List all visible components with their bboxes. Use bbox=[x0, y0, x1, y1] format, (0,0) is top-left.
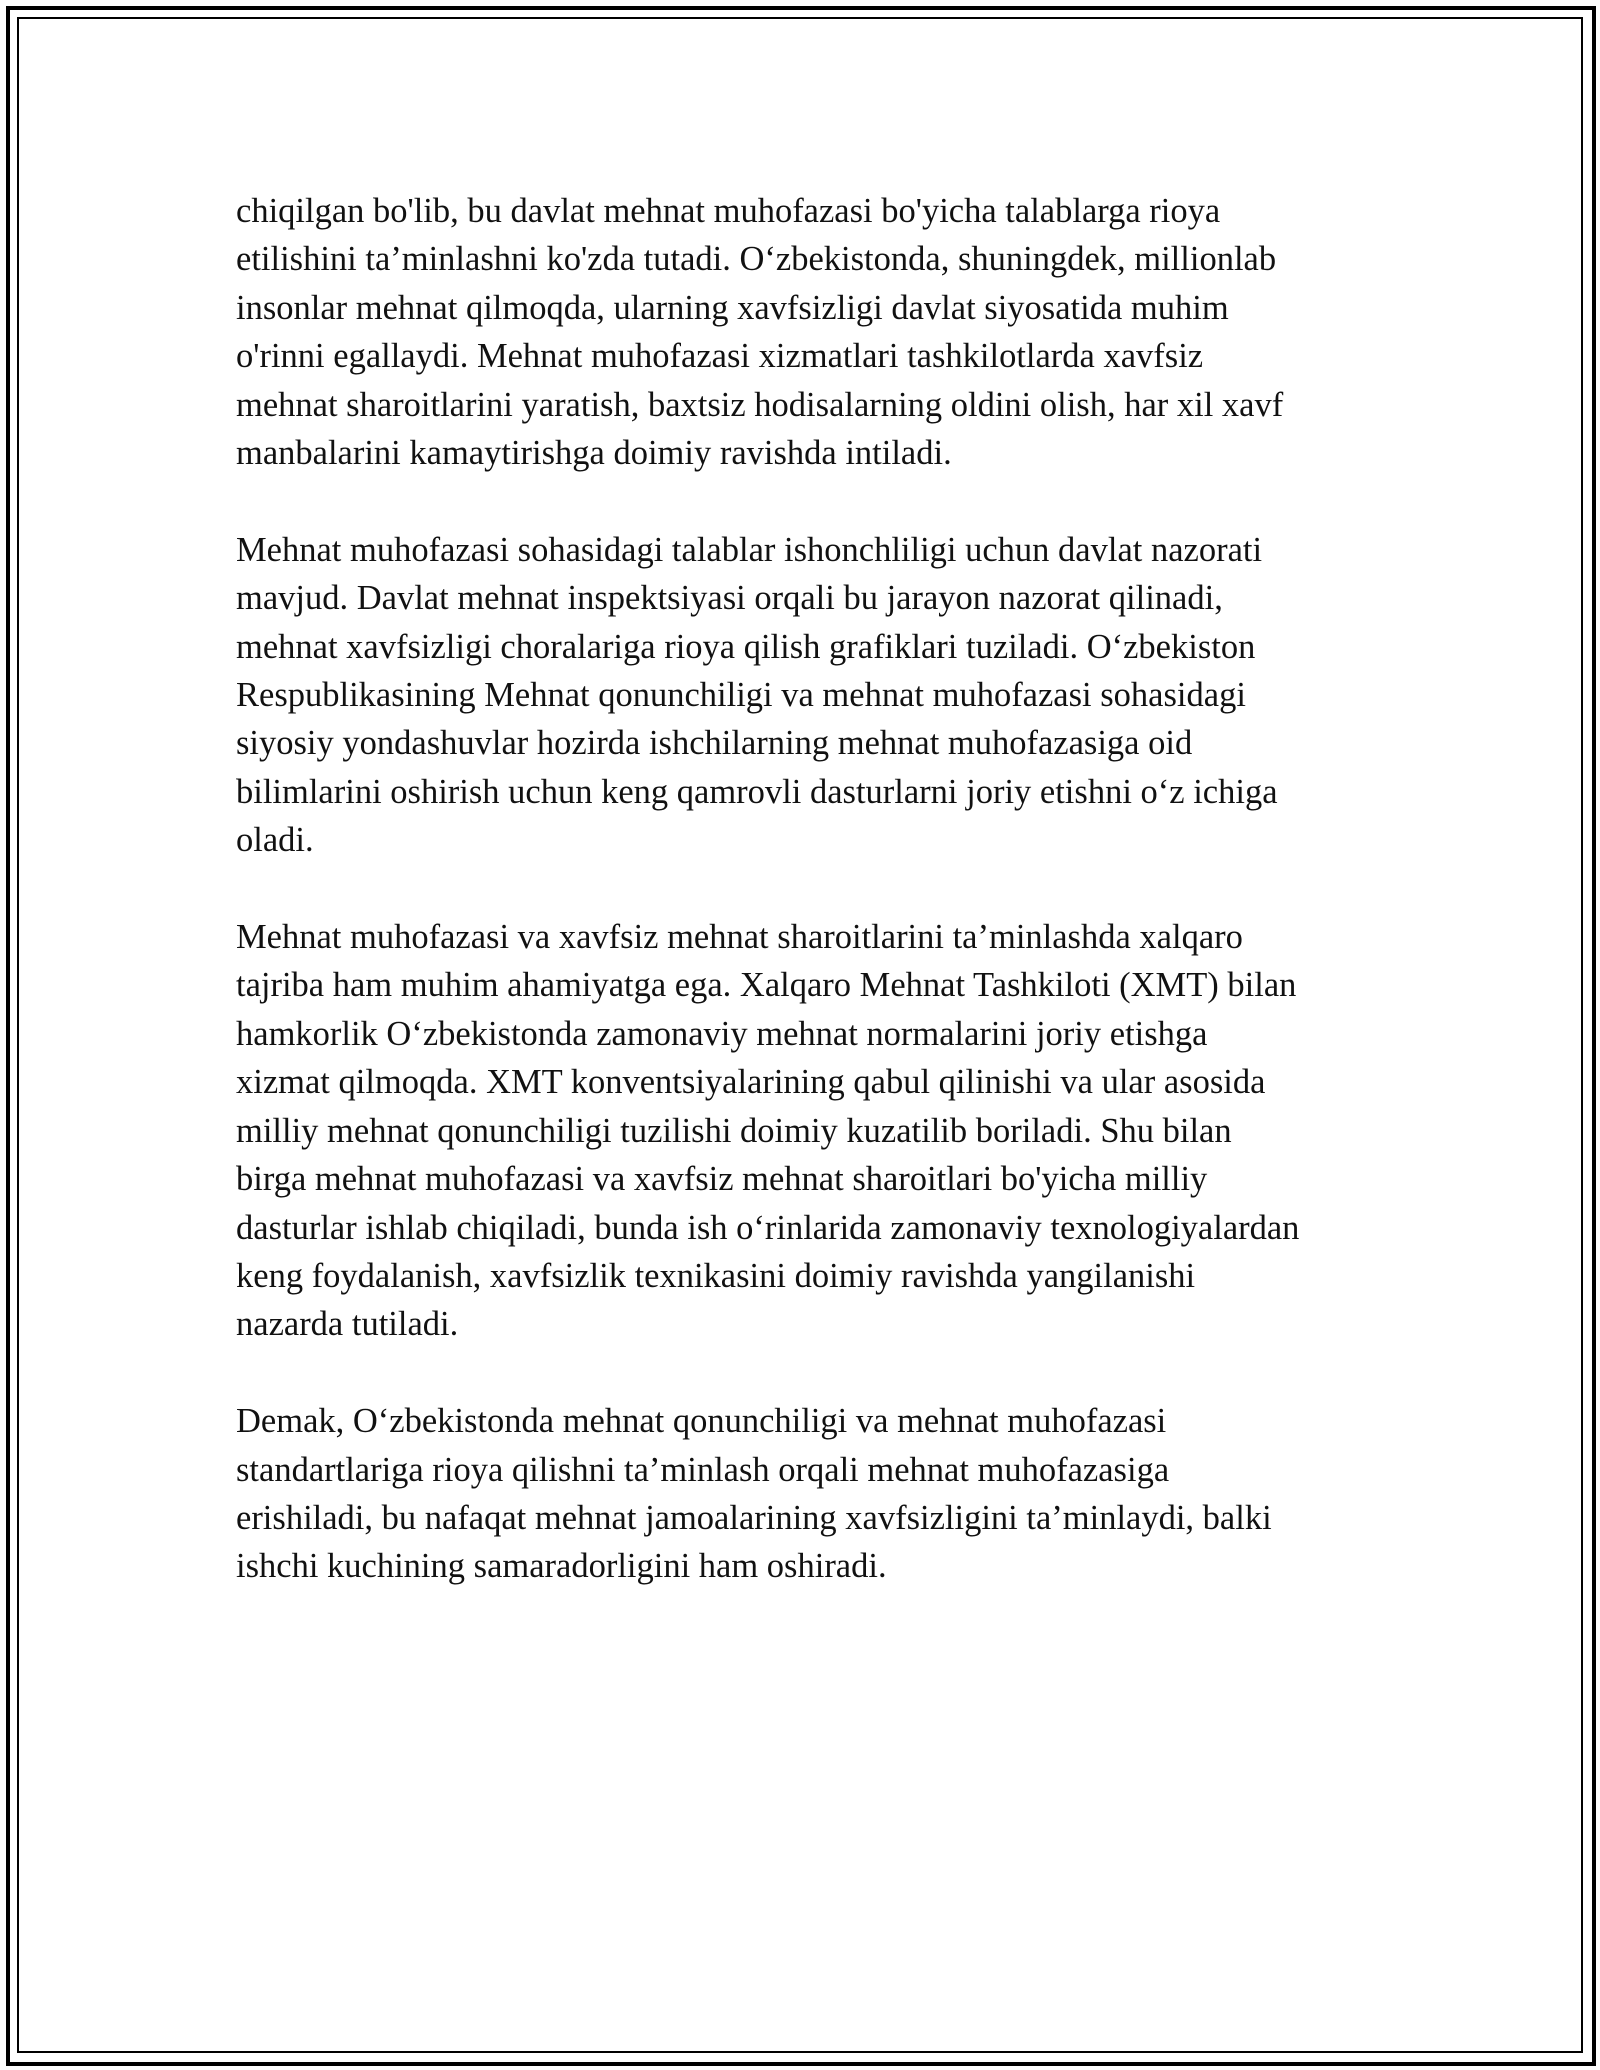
paragraph-2 bbox=[236, 526, 1396, 865]
text-line: milliy mehnat qonunchiligi tuzilishi doimiy kuzatilib boriladi. Shu bilan bbox=[236, 1111, 1232, 1150]
text-line: Respublikasining Mehnat qonunchiligi va mehnat muhofazasi sohasidagi bbox=[236, 676, 1246, 715]
text-line: standartlariga rioya qilishni ta’minlash orqali mehnat muhofazasiga bbox=[236, 1450, 1170, 1489]
text-line: keng foydalanish, xavfsizlik texnikasini doimiy ravishda yangilanishi bbox=[236, 1256, 1196, 1295]
text-line: xizmat qilmoqda. XMT konventsiyalarining qabul qilinishi va ular asosida bbox=[236, 1063, 1266, 1102]
text-line: manbalarini kamaytirishga doimiy ravishda intiladi. bbox=[236, 434, 952, 473]
text-line: Mehnat muhofazasi sohasidagi talablar ishonchliligi uchun davlat nazorati bbox=[236, 530, 1263, 569]
text-line: tajriba ham muhim ahamiyatga ega. Xalqaro Mehnat Tashkiloti (XMT) bilan bbox=[236, 966, 1297, 1005]
text-line: bilimlarini oshirish uchun keng qamrovli dasturlarni joriy etishni o‘z ichiga bbox=[236, 772, 1278, 811]
text-line: Demak, O‘zbekistonda mehnat qonunchiligi va mehnat muhofazasi bbox=[236, 1402, 1167, 1441]
text-line: mavjud. Davlat mehnat inspektsiyasi orqali bu jarayon nazorat qilinadi, bbox=[236, 579, 1223, 618]
text-line: etilishini ta’minlashni ko'zda tutadi. O‘zbekistonda, shuningdek, millionlab bbox=[236, 240, 1277, 279]
text-line: erishiladi, bu nafaqat mehnat jamoalarining xavfsizligini ta’minlaydi, balki bbox=[236, 1498, 1272, 1537]
text-line: chiqilgan bo'lib, bu davlat mehnat muhofazasi bo'yicha talablarga rioya bbox=[236, 192, 1221, 230]
text-line: Mehnat muhofazasi va xavfsiz mehnat sharoitlarini ta’minlashda xalqaro bbox=[236, 918, 1243, 957]
text-line: dasturlar ishlab chiqiladi, bunda ish o‘rinlarida zamonaviy texnologiyalardan bbox=[236, 1208, 1300, 1247]
document-body bbox=[236, 187, 1396, 1639]
text-line: hamkorlik O‘zbekistonda zamonaviy mehnat normalarini joriy etishga bbox=[236, 1014, 1208, 1053]
text-line: o'rinni egallaydi. Mehnat muhofazasi xizmatlari tashkilotlarda xavfsiz bbox=[236, 337, 1204, 376]
paragraph-1 bbox=[236, 187, 1396, 477]
text-line: birga mehnat muhofazasi va xavfsiz mehnat sharoitlari bo'yicha milliy bbox=[236, 1160, 1208, 1199]
text-line: ishchi kuchining samaradorligini ham oshiradi. bbox=[236, 1547, 887, 1586]
text-line: mehnat sharoitlarini yaratish, baxtsiz hodisalarning oldini olish, har xil xavf bbox=[236, 385, 1284, 424]
text-line: insonlar mehnat qilmoqda, ularning xavfsizligi davlat siyosatida muhim bbox=[236, 288, 1229, 327]
text-line: mehnat xavfsizligi choralariga rioya qilish grafiklari tuziladi. O‘zbekiston bbox=[236, 627, 1256, 666]
paragraph-4 bbox=[236, 1397, 1396, 1591]
paragraph-3 bbox=[236, 913, 1396, 1349]
text-line: oladi. bbox=[236, 821, 314, 860]
text-line: siyosiy yondashuvlar hozirda ishchilarning mehnat muhofazasiga oid bbox=[236, 724, 1193, 763]
text-line: nazarda tutiladi. bbox=[236, 1305, 459, 1344]
